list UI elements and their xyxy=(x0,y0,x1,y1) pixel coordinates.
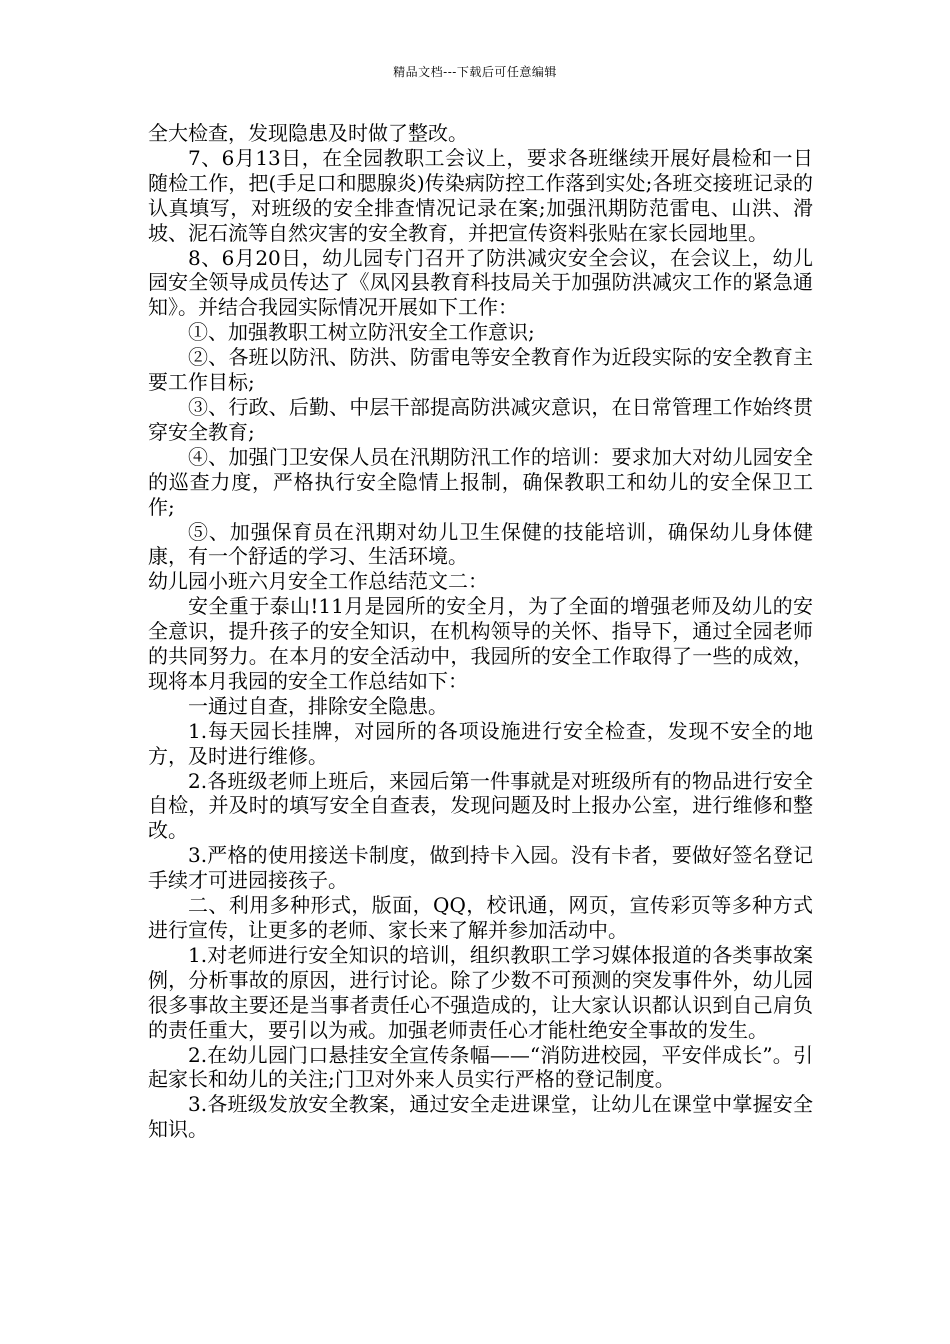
list-item: 1.对老师进行安全知识的培训，组织教职工学习媒体报道的各类事故案例，分析事故的原因，进行讨论。除了少数不可预测的突发事件外，幼儿园很多事故主要还是当事者责任心不强造成的，让大家认识都认识到自己肩负的责任重大，要引以为戒。加强老师责任心才能杜绝安全事故的发生。 xyxy=(148,942,813,1042)
list-item: 1.每天园长挂牌，对园所的各项设施进行安全检查，发现不安全的地方，及时进行维修。 xyxy=(148,718,813,768)
section-heading: 幼儿园小班六月安全工作总结范文二： xyxy=(148,569,488,594)
paragraph: 安全重于泰山!11月是园所的安全月，为了全面的增强老师及幼儿的安全意识，提升孩子的安全知识，在机构领导的关怀、指导下，通过全园老师的共同努力。在本月的安全活动中，我园所的安全工作取得了一些的成效，现将本月我园的安全工作总结如下： xyxy=(148,594,813,693)
list-item: ③、行政、后勤、中层干部提高防洪减灾意识，在日常管理工作始终贯穿安全教育; xyxy=(148,394,813,444)
page-header: 精品文档---下载后可任意编辑 xyxy=(393,65,557,79)
list-item: ④、加强门卫安保人员在汛期防汛工作的培训：要求加大对幼儿园安全的巡查力度，严格执行安全隐情上报制，确保教职工和幼儿的安全保卫工作; xyxy=(148,444,813,519)
list-item: ⑤、加强保育员在汛期对幼儿卫生保健的技能培训，确保幼儿身体健康，有一个舒适的学习、生活环境。 xyxy=(148,519,813,569)
list-item: 2.在幼儿园门口悬挂安全宣传条幅——“消防进校园，平安伴成长”。引起家长和幼儿的关注;门卫对外来人员实行严格的登记制度。 xyxy=(148,1042,813,1092)
list-item: 3.各班级发放安全教案，通过安全走进课堂，让幼儿在课堂中掌握安全知识。 xyxy=(148,1092,813,1142)
list-item: 2.各班级老师上班后，来园后第一件事就是对班级所有的物品进行安全自检，并及时的填写安全自查表，发现问题及时上报办公室，进行维修和整改。 xyxy=(148,768,813,843)
subsection-heading: 一通过自查，排除安全隐患。 xyxy=(188,693,448,718)
list-item: ①、加强教职工树立防汛安全工作意识; xyxy=(188,320,535,345)
list-item: ②、各班以防汛、防洪、防雷电等安全教育作为近段实际的安全教育主要工作目标; xyxy=(148,345,813,395)
subsection-heading: 二、利用多种形式，版面，QQ，校讯通，网页，宣传彩页等多种方式进行宣传，让更多的老师、家长来了解并参加活动中。 xyxy=(148,893,813,942)
paragraph: 7、6月13日，在全园教职工会议上，要求各班继续开展好晨检和一日随检工作，把(手足口和腮腺炎)传染病防控工作落到实处;各班交接班记录的认真填写，对班级的安全排查情况记录在案;加强汛期防范雷电、山洪、滑坡、泥石流等自然灾害的安全教育，并把宣传资料张贴在家长园地里。 xyxy=(148,145,813,245)
document-body xyxy=(148,121,813,1142)
paragraph: 8、6月20日，幼儿园专门召开了防洪减灾安全会议，在会议上，幼儿园安全领导成员传达了《凤冈县教育科技局关于加强防洪减灾工作的紧急通知》。并结合我园实际情况开展如下工作： xyxy=(148,245,813,320)
paragraph: 全大检查，发现隐患及时做了整改。 xyxy=(148,121,468,145)
list-item: 3.严格的使用接送卡制度，做到持卡入园。没有卡者，要做好签名登记手续才可进园接孩子。 xyxy=(148,843,813,893)
